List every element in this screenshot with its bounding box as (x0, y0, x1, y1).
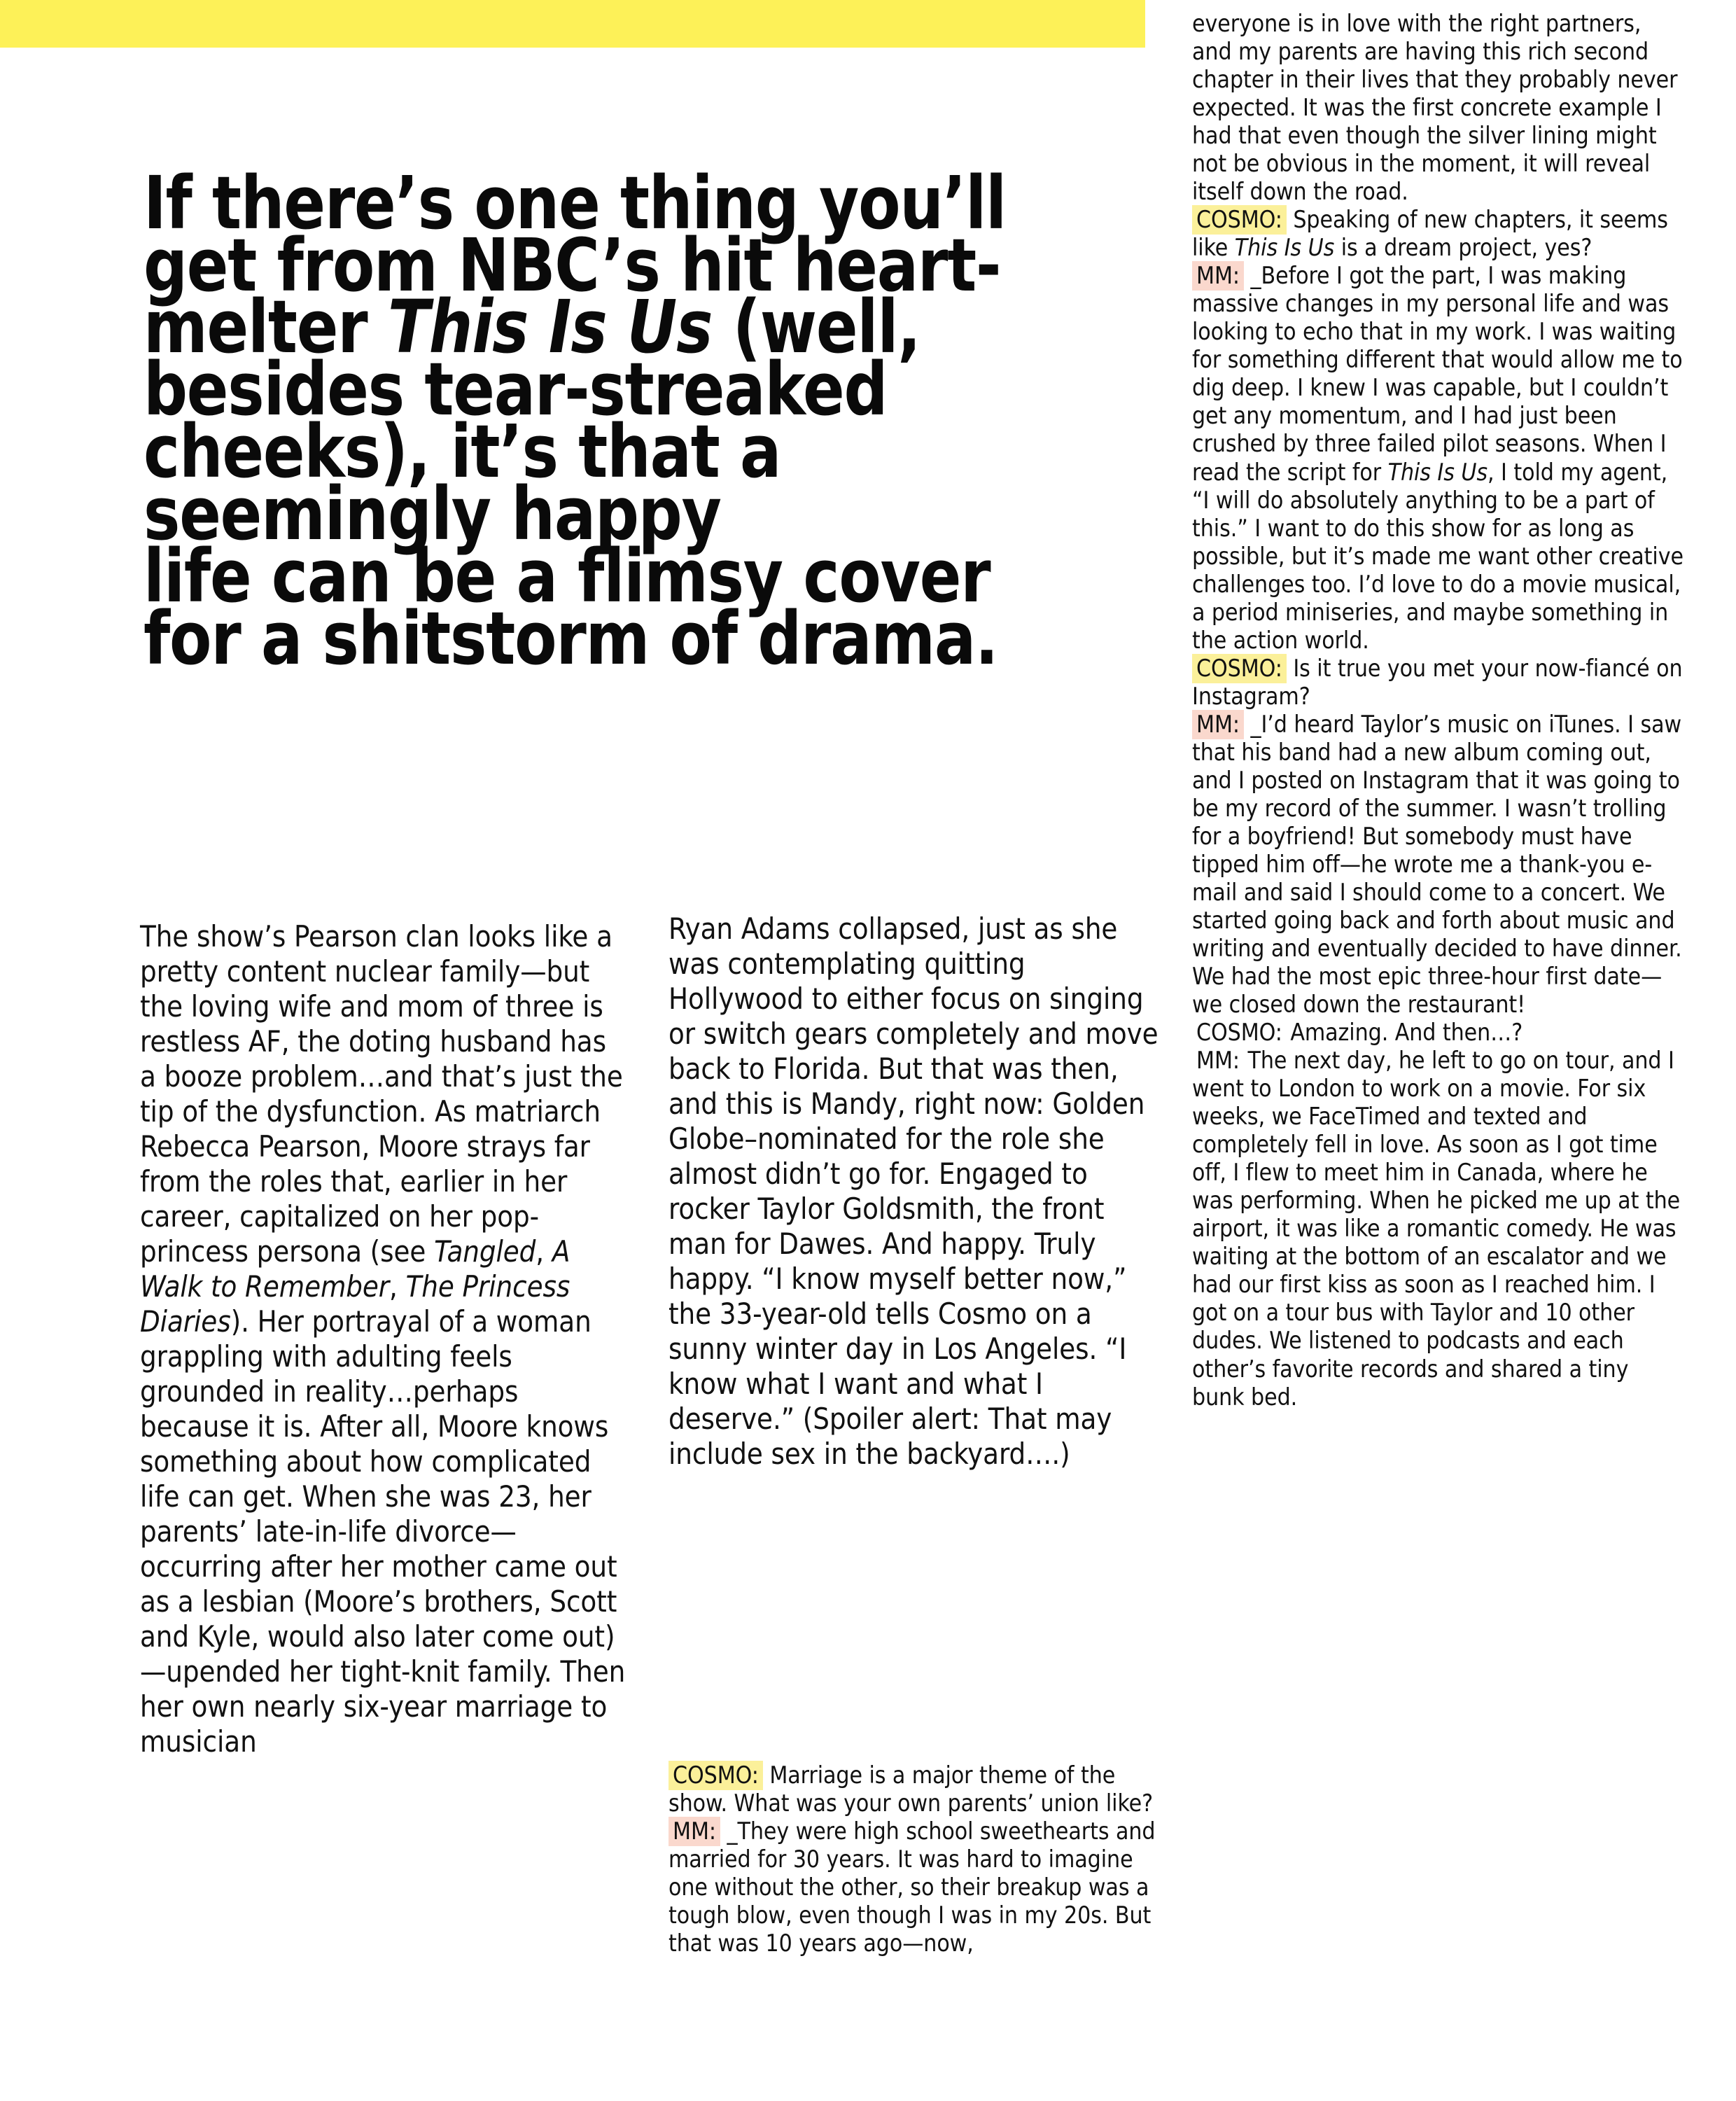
qa-exchange (1192, 655, 1686, 711)
middle-qa-column (668, 1761, 1158, 1957)
headline-line: life can be a flimsy cover (144, 533, 990, 620)
speaker-text: _Before I got the part, I was making massive changes in my personal life and was looking to echo that in my work. I was waiting for something different that would allow me to dig deep. I knew I was capable, but I couldn’t get any momentum, and I had just been crushed by three failed pilot seasons. When I read the script for This Is Us, I told my agent, “I will do absolutely anything to be a part of this.” I want to do this show for as long as possible, but it’s made me want other creative challenges too. I’d love to do a movie musical, a period miniseries, and maybe something in the action world. (1192, 262, 1684, 654)
right-qa-column (1192, 10, 1686, 1411)
speaker-tag-mm: MM: (668, 1817, 720, 1846)
headline-line: get from NBC’s hit heart- (144, 222, 1001, 308)
speaker-text: Is it true you met your now-fiancé on Instagram? (1192, 654, 1683, 710)
speaker-text: Marriage is a major theme of the show. What was your own parents’ union like? (668, 1761, 1154, 1817)
qa-exchange (1192, 206, 1686, 262)
speaker-tag-mm: MM: (1196, 1047, 1240, 1075)
speaker-text: The next day, he left to go on tour, and I went to London to work on a movie. For six weeks, we FaceTimed and texted and completely fell in love. As soon as I got time off, I flew to meet him in Canada, where he was performing. When he picked me up at the airport, it was like a romantic comedy. He was waiting at the bottom of an escalator and we had our first kiss as soon as I reached him. I got on a tour bus with Taylor and 10 other dudes. We listened to podcasts and each other’s favorite records and shared a tiny bunk bed. (1192, 1047, 1681, 1411)
qa-exchange (1192, 1019, 1686, 1047)
qa-exchange (668, 1761, 1158, 1817)
speaker-text: _They were high school sweethearts and married for 30 years. It was hard to imagine one without the other, so their breakup was a tough blow, even though I was in my 20s. But that was 10 years ago—now, (668, 1817, 1156, 1957)
speaker-text: Amazing. And then…? (1283, 1019, 1523, 1047)
speaker-text: _I’d heard Taylor’s music on iTunes. I saw that his band had a new album coming out, and I posted on Instagram that it was going to be my record of the summer. I wasn’t trolling for a boyfriend! But somebody must have tipped him off—he wrote me a thank-you e-mail and said I should come to a concert. We started going back and forth about music and writing and eventually decided to have dinner. We had the most epic three-hour first date—we closed down the restaurant! (1192, 710, 1682, 1019)
speaker-tag-cosmo: COSMO: (668, 1761, 763, 1790)
headline-line: If there’s one thing you’ll (144, 160, 1007, 246)
middle-column-paragraph: Ryan Adams collapsed, just as she was contemplating quitting Hollywood to either focus on singing or switch gears completely and move back to Florida. But that was then, and this is Mandy, right now: Golden Globe–nominated for the role she almost didn’t go for. Engaged to rocker Taylor Goldsmith, the front man for Dawes. And happy. Truly happy. “I know myself better now,” the 33-year-old tells Cosmo on a sunny winter day in Los Angeles. “I know what I want and what I deserve.” (Spoiler alert: That may include sex in the backyard….) (668, 912, 1158, 1471)
qa-exchange (668, 1817, 1158, 1957)
headline-line: besides tear-streaked (144, 347, 888, 433)
right-lead-paragraph: everyone is in love with the right partners, and my parents are having this rich second chapter in their lives that they probably never expected. It was the first concrete example I had that even though the silver lining might not be obvious in the moment, it will reveal itself down the road. (1192, 10, 1678, 206)
speaker-tag-cosmo: COSMO: (1196, 1019, 1282, 1047)
speaker-tag-cosmo: COSMO: (1192, 205, 1287, 235)
page-headline (144, 160, 1007, 682)
headline-line: melter This Is Us (well, (144, 284, 920, 370)
speaker-tag-mm: MM: (1192, 710, 1244, 739)
left-column-paragraph: The show’s Pearson clan looks like a pretty content nuclear family—but the loving wife and mom of three is restless AF, the doting husband has a booze problem…and that’s just the tip of the dysfunction. As matriarch Rebecca Pearson, Moore strays far from the roles that, earlier in her career, capitalized on her pop-princess persona (see Tangled, A Walk to Remember, The Princess Diaries). Her portrayal of a woman grappling with adulting feels grounded in reality…perhaps because it is. After all, Moore knows something about how complicated life can get. When she was 23, her parents’ late-in-life divorce—occurring after her mother came out as a lesbian (Moore’s brothers, Scott and Kyle, would also later come out)—upended her tight-knit family. Then her own nearly six-year marriage to musician (140, 919, 626, 1759)
headline-line: cheeks), it’s that a (144, 409, 781, 495)
qa-exchange (1192, 1047, 1686, 1411)
top-yellow-band (0, 0, 1145, 48)
qa-exchange (1192, 711, 1686, 1019)
headline-line: for a shitstorm of drama. (144, 596, 998, 682)
speaker-tag-cosmo: COSMO: (1192, 654, 1287, 683)
qa-exchange (1192, 262, 1686, 654)
left-body-column (140, 919, 630, 1759)
speaker-tag-mm: MM: (1192, 261, 1244, 291)
middle-body-column (668, 912, 1158, 1472)
speaker-text: Speaking of new chapters, it seems like This Is Us is a dream project, yes? (1192, 206, 1668, 262)
headline-line: seemingly happy (144, 471, 721, 557)
